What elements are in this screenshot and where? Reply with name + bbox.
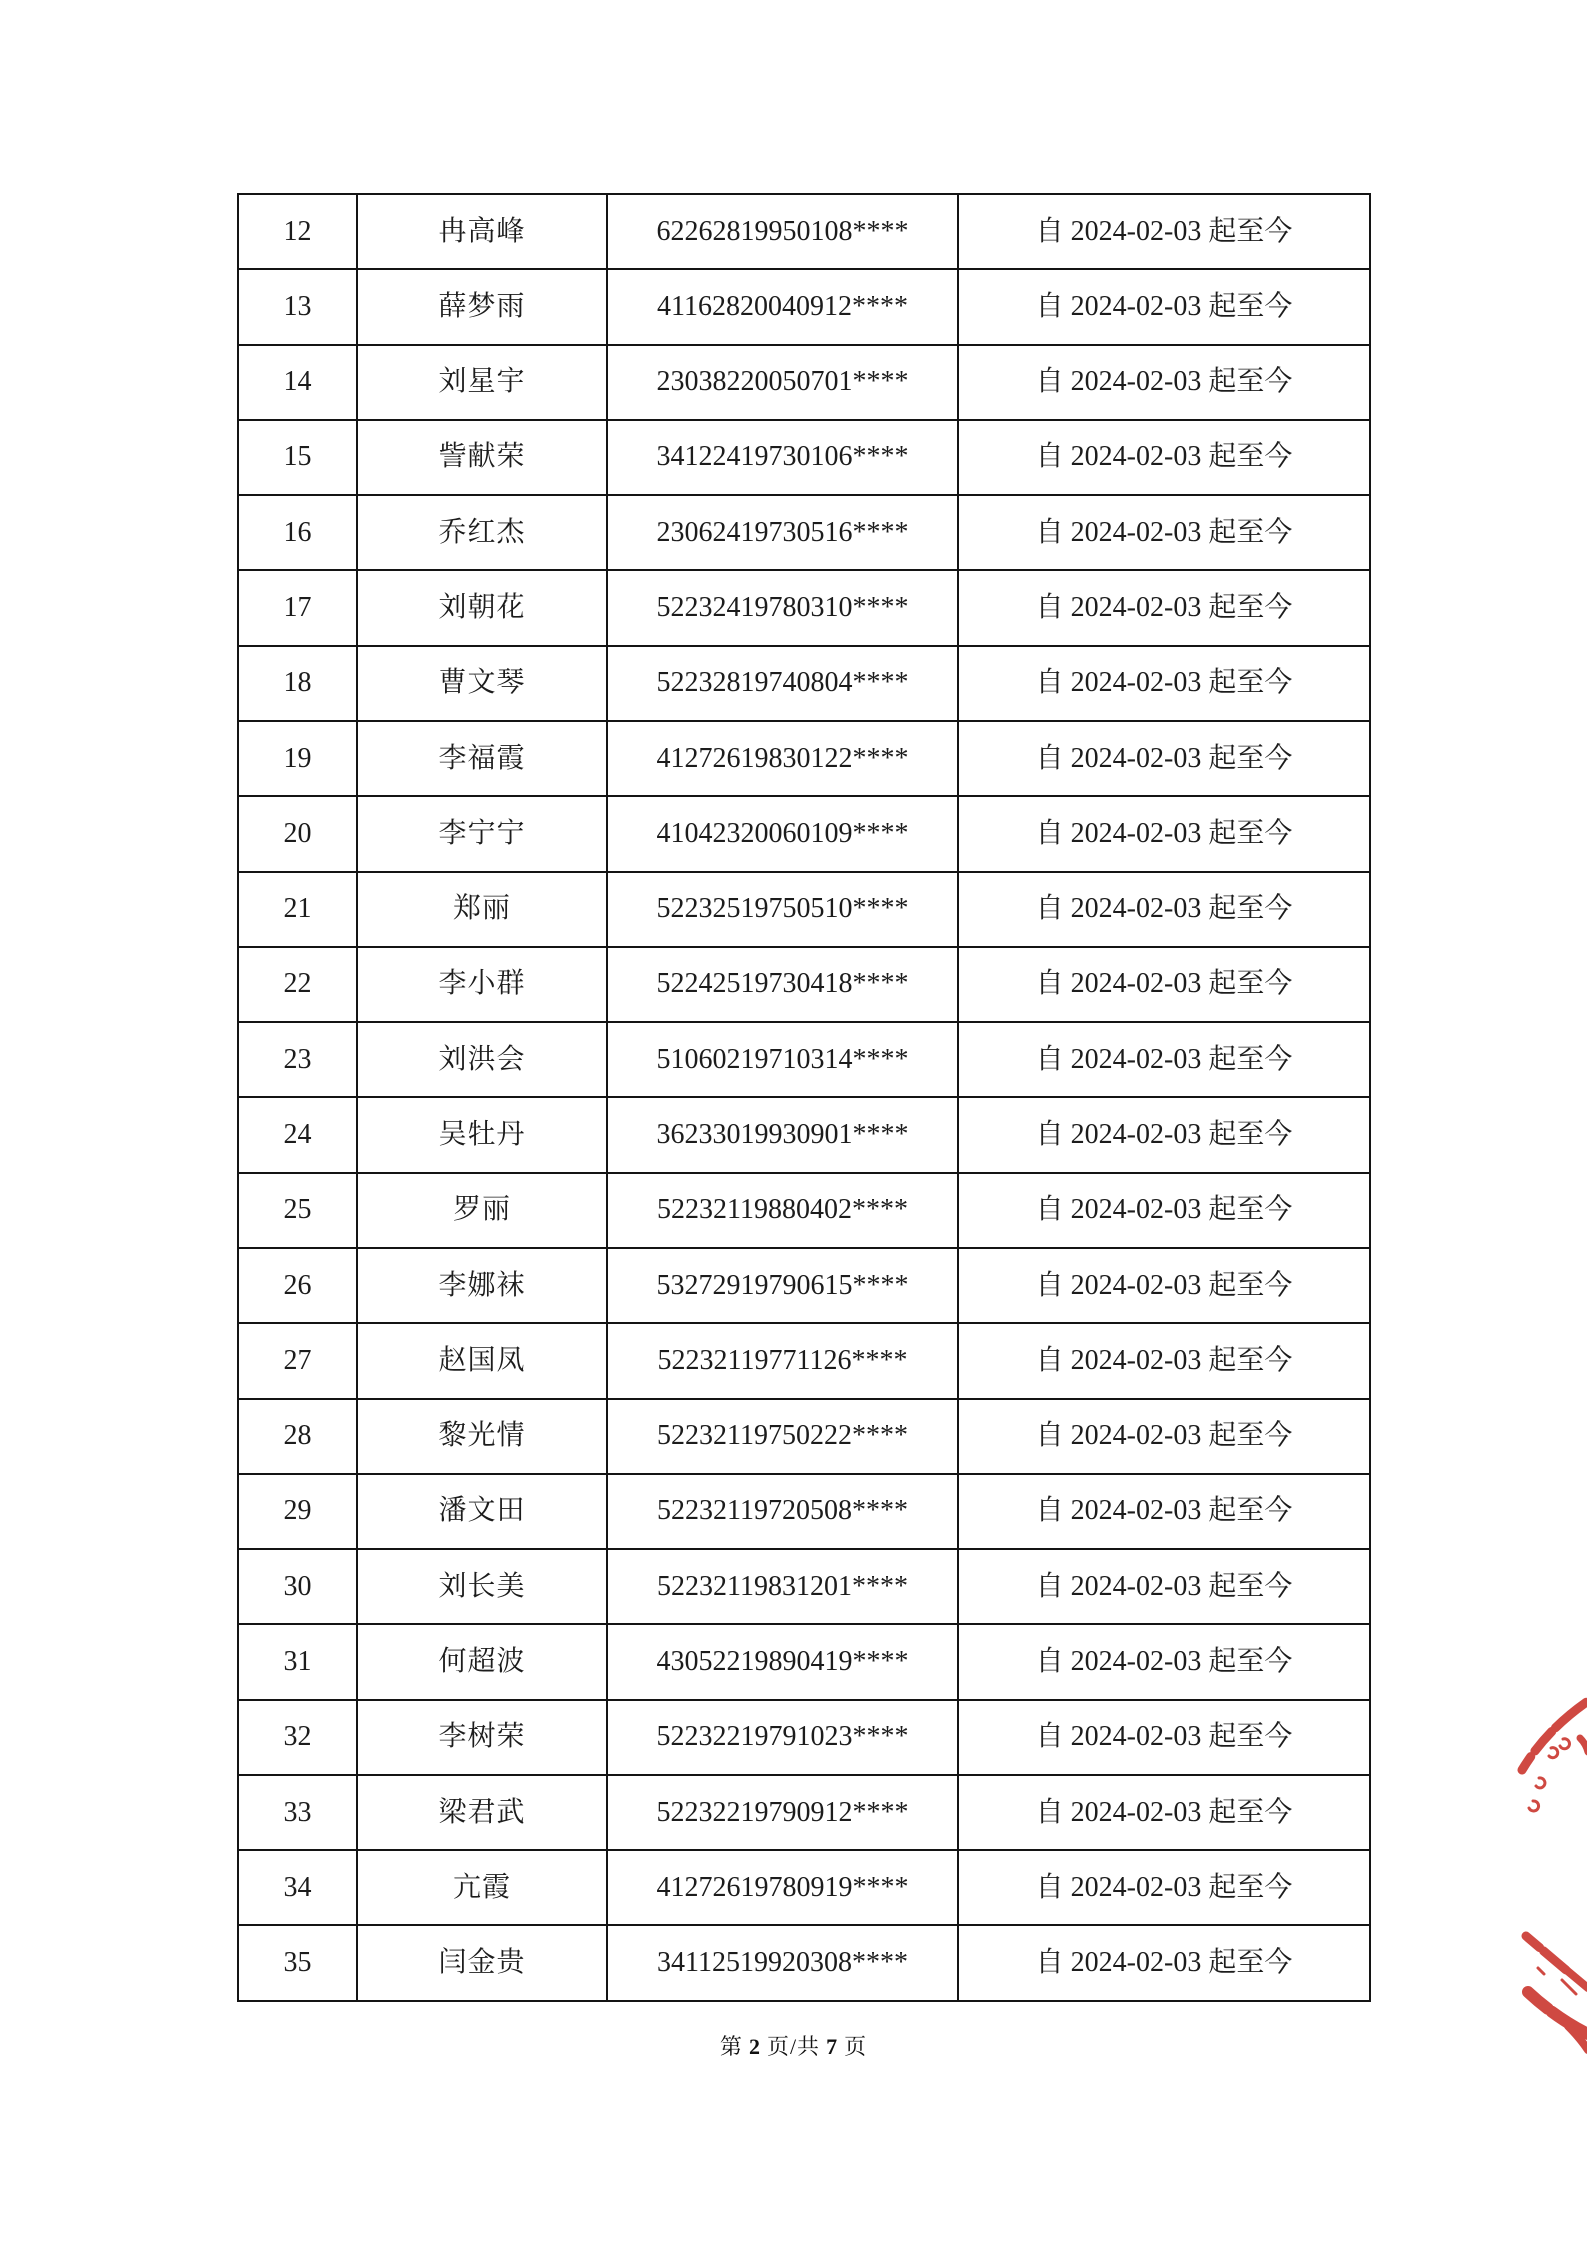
table-row [238,1700,1370,1775]
id-number-cell: 34112519920308**** [607,1925,958,2001]
name-cell: 潘文田 [357,1474,607,1549]
footer-suffix: 页 [844,2034,868,2059]
row-number-cell: 31 [238,1624,357,1699]
period-cell: 自 2024-02-03 起至今 [958,1022,1370,1097]
period-cell: 自 2024-02-03 起至今 [958,420,1370,495]
name-cell: 李小群 [357,947,607,1022]
table-row [238,1850,1370,1925]
table-row [238,1097,1370,1172]
row-number-cell: 32 [238,1700,357,1775]
row-number-cell: 18 [238,646,357,721]
id-number-cell: 43052219890419**** [607,1624,958,1699]
name-cell: 亢霞 [357,1850,607,1925]
table-row [238,1624,1370,1699]
table-row [238,345,1370,420]
period-cell: 自 2024-02-03 起至今 [958,1474,1370,1549]
period-cell: 自 2024-02-03 起至今 [958,269,1370,344]
roster-table [237,193,1371,2002]
row-number-cell: 35 [238,1925,357,2001]
period-cell: 自 2024-02-03 起至今 [958,345,1370,420]
table-row [238,947,1370,1022]
id-number-cell: 52232119771126**** [607,1323,958,1398]
id-number-cell: 52232519750510**** [607,872,958,947]
row-number-cell: 34 [238,1850,357,1925]
period-cell: 自 2024-02-03 起至今 [958,194,1370,269]
name-cell: 訾献荣 [357,420,607,495]
period-cell: 自 2024-02-03 起至今 [958,721,1370,796]
id-number-cell: 52232119720508**** [607,1474,958,1549]
id-number-cell: 53272919790615**** [607,1248,958,1323]
row-number-cell: 17 [238,570,357,645]
period-cell: 自 2024-02-03 起至今 [958,1925,1370,2001]
period-cell: 自 2024-02-03 起至今 [958,1248,1370,1323]
row-number-cell: 12 [238,194,357,269]
id-number-cell: 52242519730418**** [607,947,958,1022]
period-cell: 自 2024-02-03 起至今 [958,1097,1370,1172]
page-footer [0,2030,1587,2061]
table-row [238,721,1370,796]
id-number-cell: 41162820040912**** [607,269,958,344]
table-row [238,1474,1370,1549]
id-number-cell: 23062419730516**** [607,495,958,570]
row-number-cell: 25 [238,1173,357,1248]
row-number-cell: 22 [238,947,357,1022]
id-number-cell: 41272619780919**** [607,1850,958,1925]
row-number-cell: 15 [238,420,357,495]
table-row [238,1399,1370,1474]
period-cell: 自 2024-02-03 起至今 [958,947,1370,1022]
name-cell: 赵国凤 [357,1323,607,1398]
name-cell: 薛梦雨 [357,269,607,344]
name-cell: 李娜袜 [357,1248,607,1323]
name-cell: 李福霞 [357,721,607,796]
row-number-cell: 23 [238,1022,357,1097]
table-row [238,420,1370,495]
name-cell: 闫金贵 [357,1925,607,2001]
row-number-cell: 24 [238,1097,357,1172]
row-number-cell: 28 [238,1399,357,1474]
id-number-cell: 52232819740804**** [607,646,958,721]
name-cell: 黎光情 [357,1399,607,1474]
row-number-cell: 30 [238,1549,357,1624]
id-number-cell: 41272619830122**** [607,721,958,796]
name-cell: 刘星宇 [357,345,607,420]
name-cell: 乔红杰 [357,495,607,570]
table-row [238,269,1370,344]
table-row [238,1549,1370,1624]
row-number-cell: 26 [238,1248,357,1323]
footer-current-page: 2 [748,2034,761,2059]
period-cell: 自 2024-02-03 起至今 [958,1775,1370,1850]
name-cell: 何超波 [357,1624,607,1699]
row-number-cell: 14 [238,345,357,420]
table-row [238,570,1370,645]
table-row [238,194,1370,269]
row-number-cell: 27 [238,1323,357,1398]
id-number-cell: 52232419780310**** [607,570,958,645]
name-cell: 李宁宁 [357,796,607,871]
table-row [238,1248,1370,1323]
row-number-cell: 13 [238,269,357,344]
row-number-cell: 20 [238,796,357,871]
id-number-cell: 52232119831201**** [607,1549,958,1624]
name-cell: 吴牡丹 [357,1097,607,1172]
period-cell: 自 2024-02-03 起至今 [958,646,1370,721]
row-number-cell: 21 [238,872,357,947]
period-cell: 自 2024-02-03 起至今 [958,1624,1370,1699]
row-number-cell: 29 [238,1474,357,1549]
name-cell: 刘洪会 [357,1022,607,1097]
row-number-cell: 33 [238,1775,357,1850]
footer-middle: 页/共 [766,2034,821,2059]
table-row [238,1323,1370,1398]
id-number-cell: 34122419730106**** [607,420,958,495]
table-row [238,495,1370,570]
period-cell: 自 2024-02-03 起至今 [958,1399,1370,1474]
table-row [238,1173,1370,1248]
table-row [238,1775,1370,1850]
period-cell: 自 2024-02-03 起至今 [958,1700,1370,1775]
name-cell: 梁君武 [357,1775,607,1850]
id-number-cell: 51060219710314**** [607,1022,958,1097]
footer-prefix: 第 [719,2034,743,2059]
id-number-cell: 52232119750222**** [607,1399,958,1474]
period-cell: 自 2024-02-03 起至今 [958,796,1370,871]
table-row [238,646,1370,721]
name-cell: 李树荣 [357,1700,607,1775]
table-row [238,1925,1370,2001]
table-row [238,796,1370,871]
id-number-cell: 41042320060109**** [607,796,958,871]
name-cell: 郑丽 [357,872,607,947]
id-number-cell: 52232119880402**** [607,1173,958,1248]
name-cell: 罗丽 [357,1173,607,1248]
row-number-cell: 16 [238,495,357,570]
id-number-cell: 52232219791023**** [607,1700,958,1775]
period-cell: 自 2024-02-03 起至今 [958,872,1370,947]
id-number-cell: 23038220050701**** [607,345,958,420]
red-seal-stamp-fragment [1500,1680,1587,2060]
row-number-cell: 19 [238,721,357,796]
name-cell: 刘长美 [357,1549,607,1624]
id-number-cell: 36233019930901**** [607,1097,958,1172]
period-cell: 自 2024-02-03 起至今 [958,1549,1370,1624]
footer-total-pages: 7 [826,2034,839,2059]
name-cell: 冉高峰 [357,194,607,269]
period-cell: 自 2024-02-03 起至今 [958,1173,1370,1248]
period-cell: 自 2024-02-03 起至今 [958,1850,1370,1925]
period-cell: 自 2024-02-03 起至今 [958,1323,1370,1398]
table-row [238,1022,1370,1097]
table-row [238,872,1370,947]
id-number-cell: 62262819950108**** [607,194,958,269]
name-cell: 刘朝花 [357,570,607,645]
period-cell: 自 2024-02-03 起至今 [958,570,1370,645]
period-cell: 自 2024-02-03 起至今 [958,495,1370,570]
id-number-cell: 52232219790912**** [607,1775,958,1850]
name-cell: 曹文琴 [357,646,607,721]
